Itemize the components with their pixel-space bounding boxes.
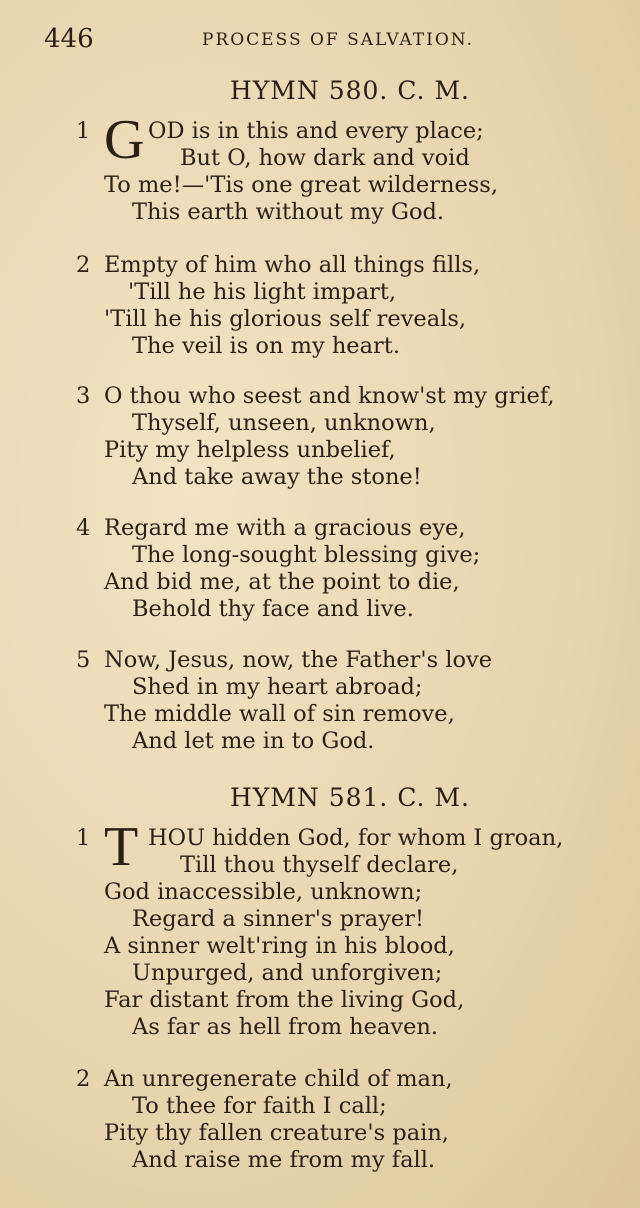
verse-line: And raise me from my fall. [132, 1147, 436, 1173]
hymn-580-title: HYMN 580. C. M. [229, 76, 470, 105]
running-head: PROCESS OF SALVATION. [202, 30, 474, 50]
verse-line: Till thou thyself declare, [180, 852, 459, 878]
stanza-number: 3 [76, 383, 91, 409]
verse-line: But O, how dark and void [180, 145, 470, 171]
verse-line: Unpurged, and unforgiven; [132, 960, 443, 986]
verse-line: This earth without my God. [132, 199, 445, 225]
verse-line: The veil is on my heart. [132, 333, 400, 359]
verse-line: Empty of him who all things fills, [104, 252, 481, 278]
verse-line: Now, Jesus, now, the Father's love [104, 647, 493, 673]
verse-line: Behold thy face and live. [132, 596, 414, 622]
stanza-number: 1 [76, 118, 91, 144]
verse-line: 'Till he his light impart, [128, 279, 397, 305]
verse-line: And let me in to God. [132, 728, 375, 754]
verse-line: 'Till he his glorious self reveals, [104, 306, 467, 332]
verse-line: The middle wall of sin remove, [104, 701, 455, 727]
hymn-581-title: HYMN 581. C. M. [229, 783, 470, 812]
verse-line: To thee for faith I call; [132, 1093, 387, 1119]
verse-line: To me!—'Tis one great wilderness, [104, 172, 499, 198]
stanza-number: 1 [76, 825, 91, 851]
stanza-number: 4 [76, 515, 91, 541]
verse-line: OD is in this and every place; [148, 118, 484, 144]
drop-cap: G [104, 109, 145, 171]
stanza-number: 5 [76, 647, 91, 673]
verse-line: God inaccessible, unknown; [104, 879, 423, 905]
verse-line: Far distant from the living God, [104, 987, 465, 1013]
verse-line: Thyself, unseen, unknown, [132, 410, 436, 436]
verse-line: Regard me with a gracious eye, [104, 515, 466, 541]
verse-line: Pity my helpless unbelief, [104, 437, 396, 463]
verse-line: O thou who seest and know'st my grief, [104, 383, 555, 409]
drop-cap: T [104, 816, 139, 878]
verse-line: And take away the stone! [132, 464, 422, 490]
verse-line: Regard a sinner's prayer! [132, 906, 425, 932]
stanza-number: 2 [76, 1066, 91, 1092]
verse-line: Shed in my heart abroad; [132, 674, 423, 700]
verse-line: HOU hidden God, for whom I groan, [148, 825, 564, 851]
verse-line: The long-sought blessing give; [132, 542, 481, 568]
verse-line: A sinner welt'ring in his blood, [104, 933, 455, 959]
stanza-number: 2 [76, 252, 91, 278]
page-number: 446 [44, 24, 94, 54]
verse-line: An unregenerate child of man, [104, 1066, 453, 1092]
verse-line: Pity thy fallen creature's pain, [104, 1120, 449, 1146]
verse-line: And bid me, at the point to die, [104, 569, 460, 595]
verse-line: As far as hell from heaven. [132, 1014, 439, 1040]
